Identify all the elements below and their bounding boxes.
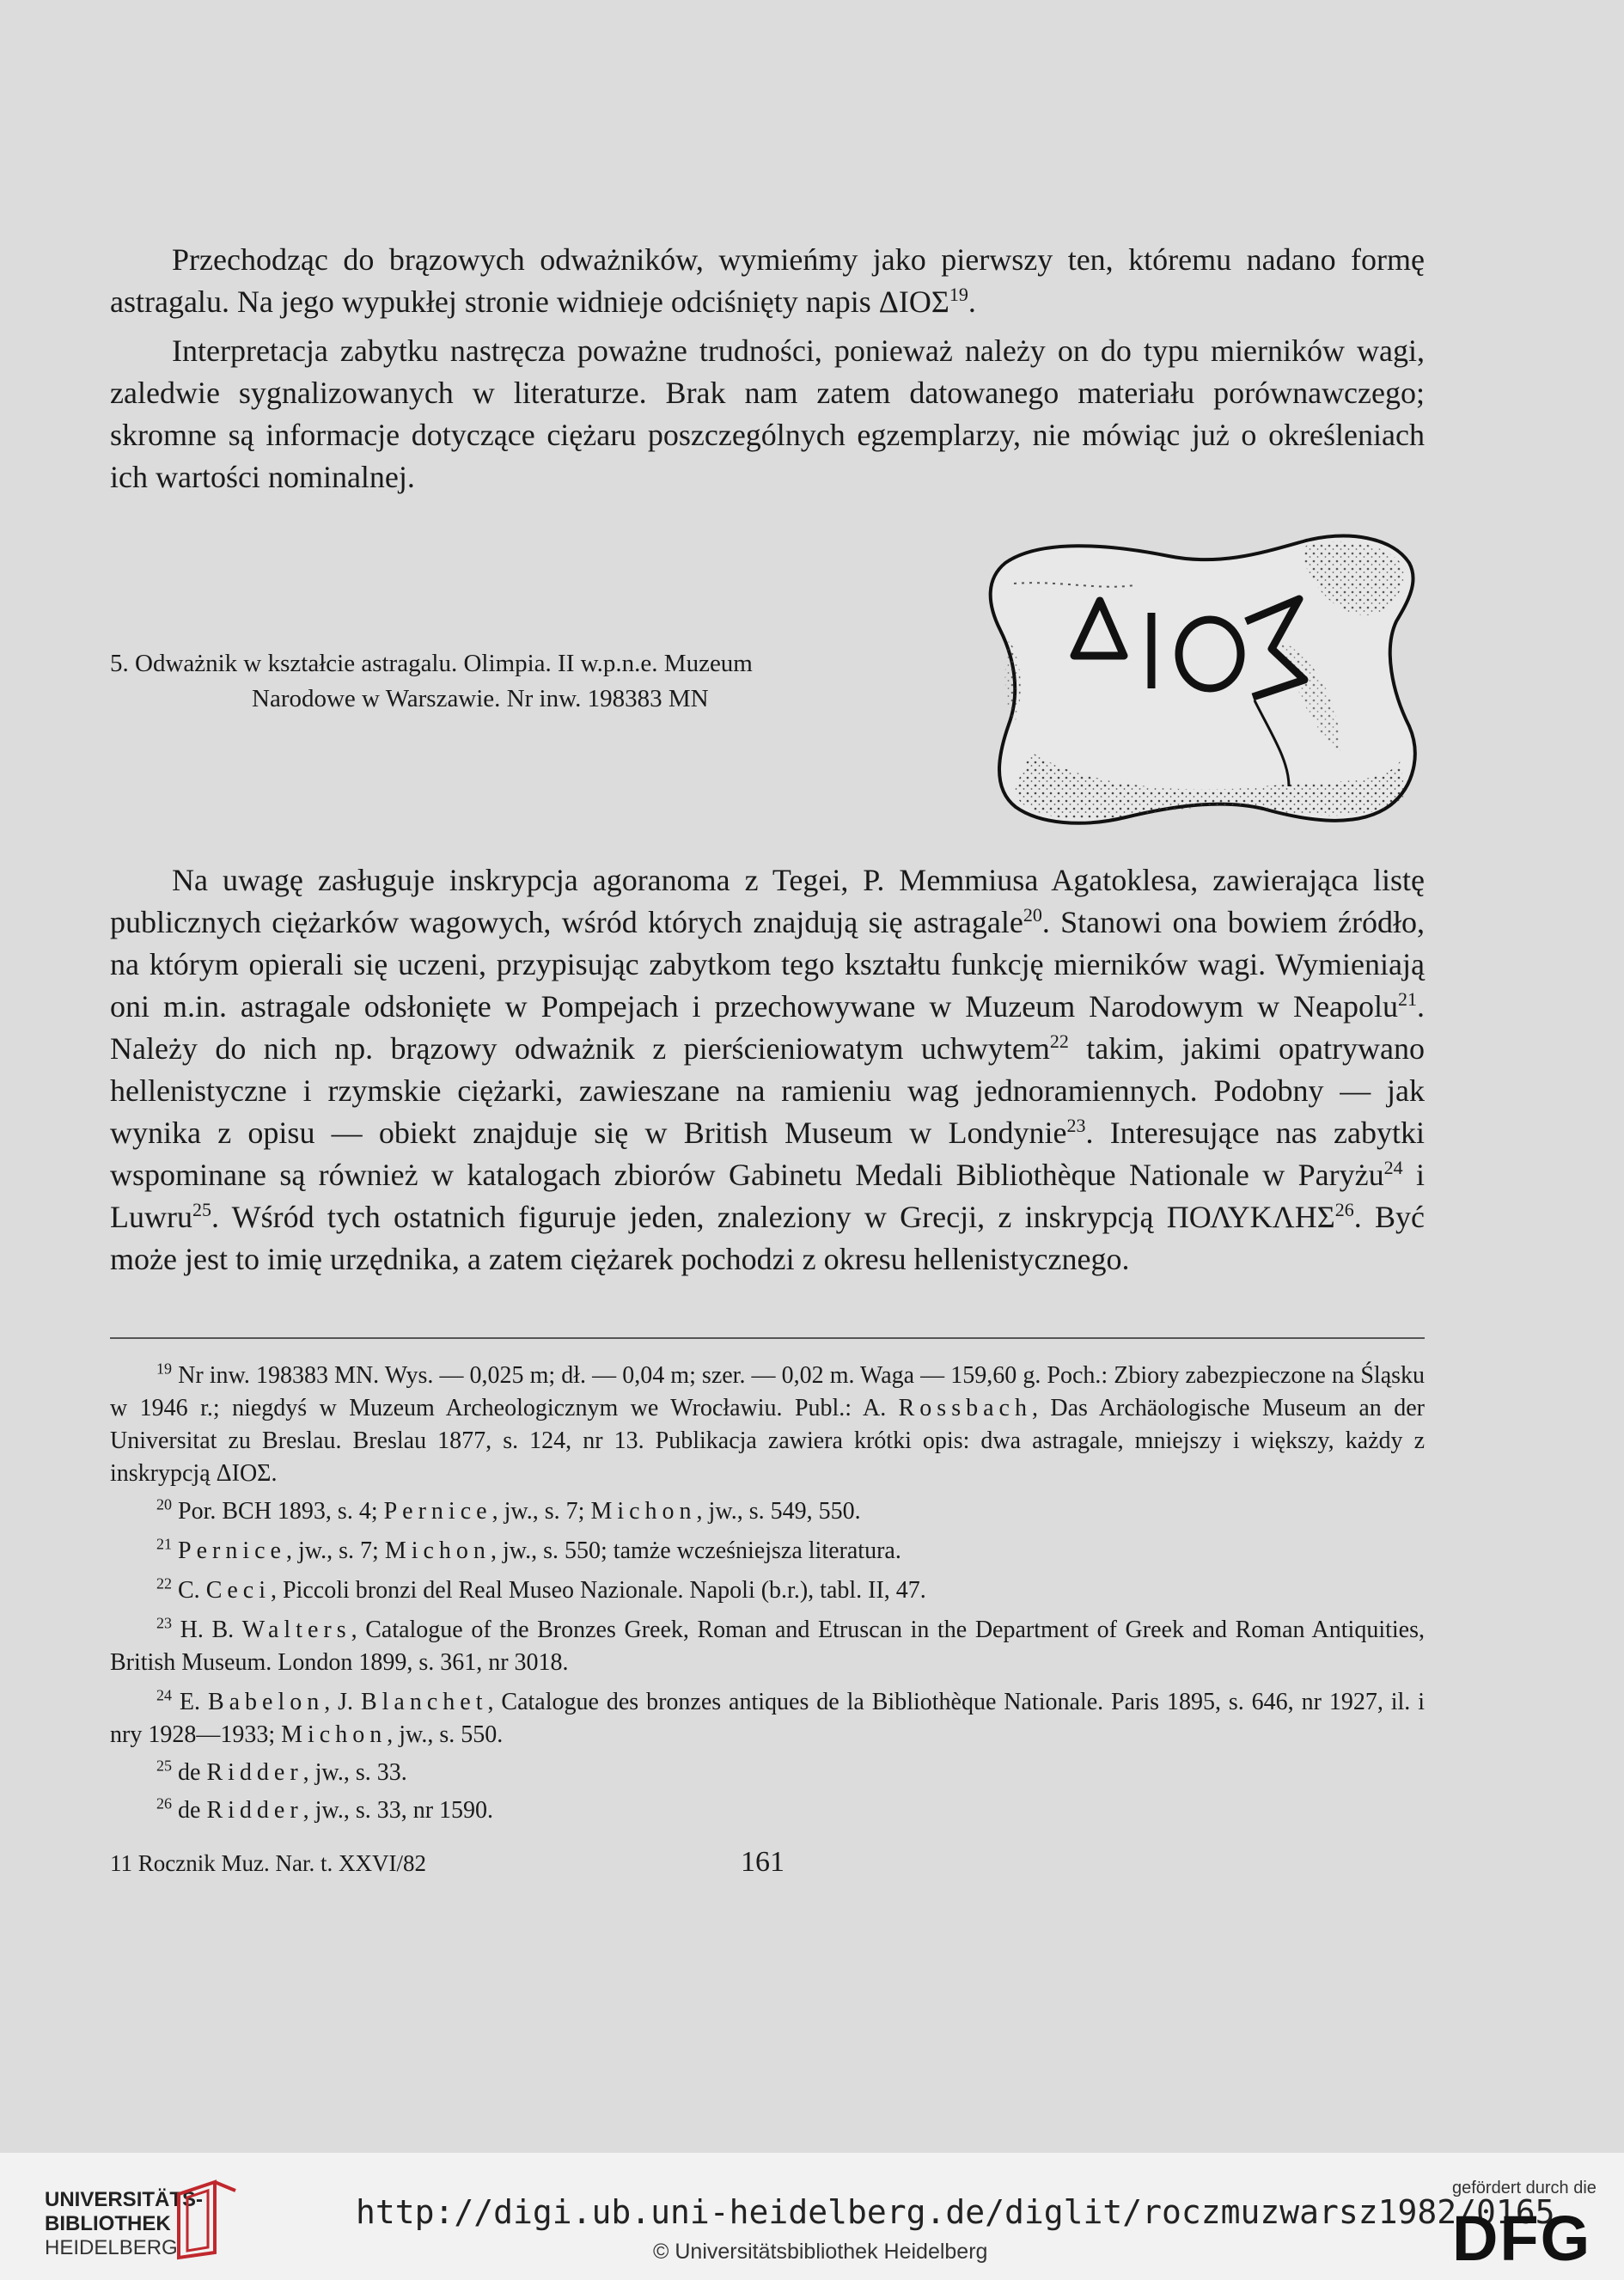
footnote-ref-25[interactable]: 25 bbox=[192, 1199, 211, 1220]
astragal-weight-illustration bbox=[980, 529, 1426, 838]
footnote-24: $^{24}$ E. Babelon, J. Blanchet, Catalogue des bronzes antiques de la Bibliothèque Nationale. Paris 1895, s. 646, nr 1927, il. i nry 1928—1933; Michon, jw., s. 550. bbox=[110, 1686, 1425, 1748]
paragraph-3: Na uwagę zasługuje inskrypcja agoranoma z Tegei, P. Memmiusa Agatoklesa, zawierająca listę publicznych ciężarków wagowych, wśród których znajdują się astragale$^{20}$. Stanowi ona bowiem źródło, na którym opierali się uczeni, przypisując zabytkom tego kształtu funkcję mierników wagi. Wymieniają oni m.in. astragale odsłonięte w Pompejach i przechowywane w Muzeum Narodowym w Neapolu$^{21}$. Należy do nich np. brązowy odważnik z pierścieniowatym uchwytem$^{22}$ takim, jakimi opatrywano hellenistyczne i rzymskie ciężarki, zawieszane na ramieniu wag jednoramiennych. Podobny — jak wynika z opisu — obiekt znajduje się w British Museum w Londynie$^{23}$. Interesujące nas zabytki wspominane są również w katalogach zbiorów Gabinetu Medali Bibliothèque Nationale w Paryżu$^{24}$ i Luwru$^{25}$. Wśród tych ostatnich figuruje jeden, znaleziony w Grecji, z inskrypcją ΠΟΛΥΚΛΗΣ$^{26}$. Być może jest to imię urzędnika, a zatem ciężarek pochodzi z okresu hellenistycznego. bbox=[110, 863, 1425, 1276]
footnote-ref-26[interactable]: 26 bbox=[1334, 1199, 1354, 1220]
footnote-21: $^{21}$ Pernice, jw., s. 7; Michon, jw., s. 550; tamże wcześniejsza literatura. bbox=[156, 1535, 901, 1564]
figure-caption bbox=[110, 646, 935, 717]
library-logo-icon[interactable] bbox=[163, 2179, 241, 2260]
copyright-notice: © Universitätsbibliothek Heidelberg bbox=[653, 2240, 988, 2264]
footnote-23: $^{23}$ H. B. Walters, Catalogue of the Bronzes Greek, Roman and Etruscan in the Department of Greek and Roman Antiquities, British Museum. London 1899, s. 361, nr 3018. bbox=[110, 1614, 1426, 1676]
dfg-logo[interactable]: DFG bbox=[1452, 2203, 1592, 2274]
footnote-20: $^{20}$ Por. BCH 1893, s. 4; Pernice, jw., s. 7; Michon, jw., s. 549, 550. bbox=[156, 1495, 861, 1525]
caption-line-2: Narodowe w Warszawie. Nr inw. 198383 MN bbox=[252, 685, 709, 712]
footnote-22: $^{22}$ C. Ceci, Piccoli bronzi del Real Museo Nazionale. Napoli (b.r.), tabl. II, 47. bbox=[156, 1574, 926, 1604]
library-name[interactable]: UNIVERSITÄTS- BIBLIOTHEK HEIDELBERG bbox=[45, 2188, 204, 2259]
caption-line-1: 5. Odważnik w kształcie astragalu. Olimpia. II w.p.n.e. Muzeum bbox=[110, 650, 753, 677]
permalink-url[interactable]: http://digi.ub.uni-heidelberg.de/diglit/roczmuzwarsz1982/0165 bbox=[356, 2193, 1555, 2231]
footnote-ref-21[interactable]: 21 bbox=[1398, 988, 1417, 1010]
footnote-ref-22[interactable]: 22 bbox=[1049, 1030, 1069, 1052]
paragraph-2: Interpretacja zabytku nastręcza poważne trudności, ponieważ należy on do typu mierników wagi, zaledwie sygnalizowanych w literaturze. Brak nam zatem datowanego materiału porównawczego; skromne są informacje dotyczące ciężaru poszczególnych egzemplarzy, nie mówiąc już o określeniach ich wartości nominalnej. bbox=[110, 333, 1425, 494]
page-number: 161 bbox=[741, 1846, 785, 1878]
footnote-ref-19[interactable]: 19 bbox=[949, 284, 968, 305]
footnote-ref-23[interactable]: 23 bbox=[1066, 1115, 1086, 1136]
footnote-ref-20[interactable]: 20 bbox=[1023, 904, 1042, 926]
footnote-26: $^{26}$ de Ridder, jw., s. 33, nr 1590. bbox=[156, 1794, 494, 1824]
paragraph-1: Przechodząc do brązowych odważników, wymieńmy jako pierwszy ten, któremu nadano formę astragalu. Na jego wypukłej stronie widnieje odciśnięty napis ΔΙΟΣ$^{19}$. bbox=[110, 242, 1425, 319]
signature-mark: 11 Rocznik Muz. Nar. t. XXVI/82 bbox=[110, 1850, 426, 1876]
funding-note: gefördert durch die bbox=[1452, 2179, 1597, 2197]
footnote-divider bbox=[110, 1337, 1425, 1339]
footnote-25: $^{25}$ de Ridder, jw., s. 33. bbox=[156, 1757, 407, 1786]
footnote-ref-24[interactable]: 24 bbox=[1383, 1157, 1403, 1178]
footnote-19: $^{19}$ Nr inw. 198383 MN. Wys. — 0,025 m; dł. — 0,04 m; szer. — 0,02 m. Waga — 159,60 g. Poch.: Zbiory zabezpieczone na Śląsku w 1946 r.; niegdyś w Muzeum Archeologicznym we Wrocławiu. Publ.: A. Rossbach, Das Archäologische Museum an der Universitat zu Breslau. Breslau 1877, s. 124, nr 13. Publikacja zawiera krótki opis: dwa astragale, mniejszy i większy, każdy z inskrypcją ΔΙΟΣ. bbox=[110, 1360, 1426, 1487]
